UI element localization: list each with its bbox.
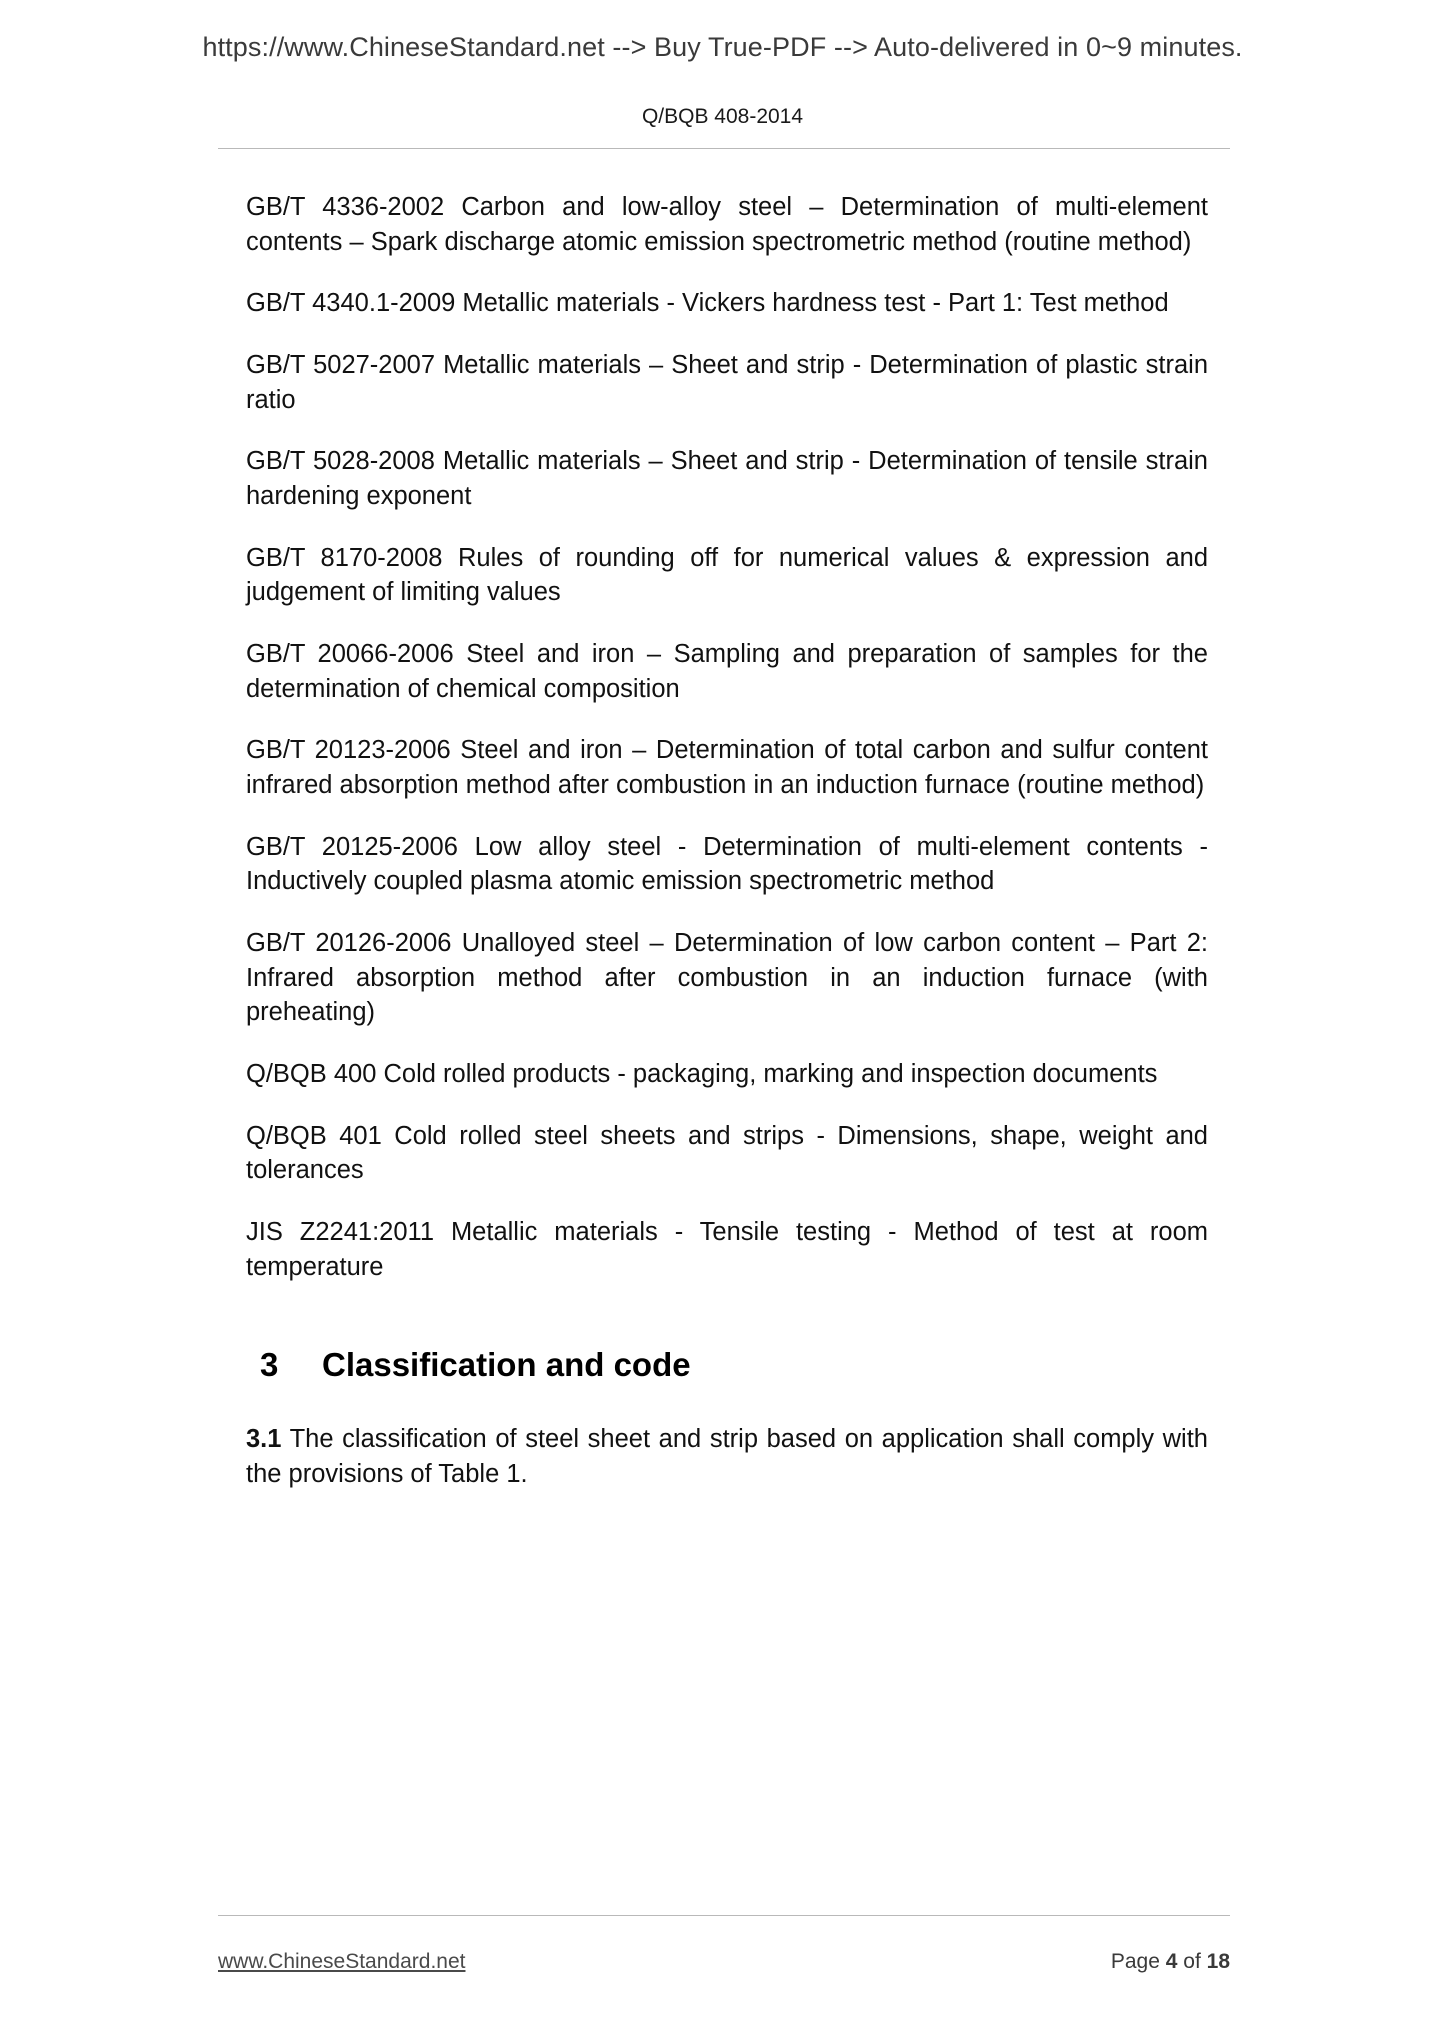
reference-paragraph: Q/BQB 400 Cold rolled products - packaging, marking and inspection documents <box>246 1060 1158 1089</box>
section-title: Classification and code <box>322 1346 691 1384</box>
reference-paragraph: GB/T 4336-2002 Carbon and low-alloy steel – Determination of multi-element contents – Spark discharge atomic emission spectrometric method (routine method) <box>246 193 1208 256</box>
reference-paragraph: Q/BQB 401 Cold rolled steel sheets and strips - Dimensions, shape, weight and tolerances <box>246 1121 1208 1185</box>
reference-paragraph: GB/T 5028-2008 Metallic materials – Sheet and strip - Determination of tensile strain hardening exponent <box>246 447 1208 511</box>
section-number: 3 <box>260 1346 279 1384</box>
page-label: Page <box>1110 1950 1160 1973</box>
of-label: of <box>1183 1950 1201 1973</box>
reference-paragraph: GB/T 5027-2007 Metallic materials – Sheet and strip - Determination of plastic strain ratio <box>246 351 1208 414</box>
clause-number: 3.1 <box>246 1425 282 1454</box>
footer-site-link[interactable]: www.ChineseStandard.net <box>218 1950 466 1973</box>
reference-paragraph: GB/T 20126-2006 Unalloyed steel – Determination of low carbon content – Part 2: Infrared absorption method after combustion in an induction furnace (with preheating) <box>246 929 1208 1027</box>
reference-paragraph: GB/T 20123-2006 Steel and iron – Determination of total carbon and sulfur content infrared absorption method after combustion in an induction furnace (routine method) <box>246 736 1208 800</box>
document-id: Q/BQB 408-2014 <box>641 105 804 128</box>
reference-paragraph: GB/T 20125-2006 Low alloy steel - Determination of multi-element contents - Inductively coupled plasma atomic emission spectrometric method <box>246 832 1208 896</box>
header-divider <box>218 148 1230 149</box>
reference-paragraph: GB/T 4340.1-2009 Metallic materials - Vickers hardness test - Part 1: Test method <box>246 289 1169 318</box>
total-pages: 18 <box>1206 1950 1230 1973</box>
footer-divider <box>218 1915 1230 1916</box>
section-heading <box>246 1346 1208 1384</box>
site-banner: https://www.ChineseStandard.net --> Buy True-PDF --> Auto-delivered in 0~9 minutes. <box>202 32 1243 62</box>
reference-paragraph: GB/T 8170-2008 Rules of rounding off for numerical values & expression and judgement of limiting values <box>246 543 1208 607</box>
reference-paragraph: GB/T 20066-2006 Steel and iron – Sampling and preparation of samples for the determination of chemical composition <box>246 640 1208 703</box>
page-footer <box>218 1950 1230 1974</box>
clause-paragraph <box>246 1422 1208 1491</box>
clause-text: The classification of steel sheet and strip based on application shall comply with the provisions of Table 1. <box>246 1425 1208 1489</box>
document-body <box>246 190 1208 1492</box>
page-indicator <box>1111 1950 1230 1974</box>
reference-paragraph: JIS Z2241:2011 Metallic materials - Tensile testing - Method of test at room temperature <box>246 1218 1208 1281</box>
page-number: 4 <box>1165 1950 1178 1973</box>
